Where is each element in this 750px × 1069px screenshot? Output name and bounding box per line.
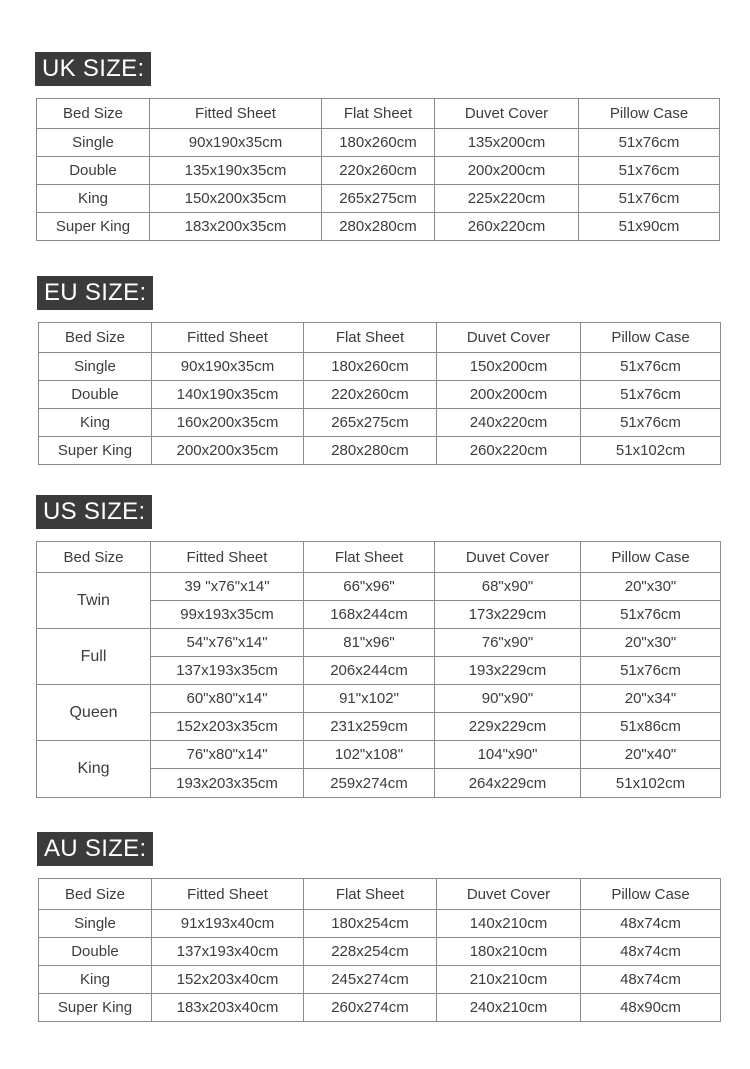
- table-row: [37, 157, 720, 185]
- table-row: [39, 966, 721, 994]
- bed-size-cell: Twin: [37, 573, 151, 629]
- header-cell: Bed Size: [37, 99, 150, 129]
- table-row: [39, 437, 721, 465]
- fitted-sheet-cm-cell: 152x203x35cm: [151, 713, 304, 741]
- fitted-sheet-cell: 90x190x35cm: [152, 353, 304, 381]
- pillow-case-inch-cell: 20"x40": [581, 741, 721, 769]
- flat-sheet-cm-cell: 231x259cm: [304, 713, 435, 741]
- uk-table-body: [37, 99, 720, 241]
- duvet-cover-cell: 240x220cm: [437, 409, 581, 437]
- pillow-case-cell: 48x74cm: [581, 938, 721, 966]
- pillow-case-cell: 51x90cm: [579, 213, 720, 241]
- flat-sheet-cell: 220x260cm: [304, 381, 437, 409]
- duvet-cover-inch-cell: 68"x90": [435, 573, 581, 601]
- pillow-case-cell: 48x74cm: [581, 910, 721, 938]
- pillow-case-cell: 48x90cm: [581, 994, 721, 1022]
- header-cell: Pillow Case: [581, 542, 721, 573]
- header-cell: Flat Sheet: [304, 879, 437, 910]
- fitted-sheet-cell: 135x190x35cm: [150, 157, 322, 185]
- header-cell: Duvet Cover: [435, 542, 581, 573]
- bed-size-cell: Single: [39, 910, 152, 938]
- duvet-cover-cm-cell: 229x229cm: [435, 713, 581, 741]
- header-row: [39, 879, 721, 910]
- bed-size-cell: Double: [39, 938, 152, 966]
- fitted-sheet-inch-cell: 54"x76"x14": [151, 629, 304, 657]
- duvet-cover-cell: 260x220cm: [435, 213, 579, 241]
- duvet-cover-cm-cell: 173x229cm: [435, 601, 581, 629]
- duvet-cover-cm-cell: 193x229cm: [435, 657, 581, 685]
- duvet-cover-inch-cell: 104"x90": [435, 741, 581, 769]
- table-row: [37, 213, 720, 241]
- flat-sheet-cell: 280x280cm: [304, 437, 437, 465]
- flat-sheet-cm-cell: 206x244cm: [304, 657, 435, 685]
- table-row: [37, 185, 720, 213]
- flat-sheet-inch-cell: 66"x96": [304, 573, 435, 601]
- bed-size-cell: Double: [37, 157, 150, 185]
- fitted-sheet-cm-cell: 193x203x35cm: [151, 769, 304, 798]
- fitted-sheet-cm-cell: 99x193x35cm: [151, 601, 304, 629]
- flat-sheet-cm-cell: 259x274cm: [304, 769, 435, 798]
- fitted-sheet-cell: 91x193x40cm: [152, 910, 304, 938]
- bed-size-cell: Super King: [37, 213, 150, 241]
- fitted-sheet-cell: 200x200x35cm: [152, 437, 304, 465]
- header-cell: Flat Sheet: [322, 99, 435, 129]
- bed-size-cell: Super King: [39, 994, 152, 1022]
- pillow-case-cell: 51x76cm: [579, 157, 720, 185]
- table-row: [37, 573, 721, 601]
- pillow-case-cell: 48x74cm: [581, 966, 721, 994]
- header-cell: Flat Sheet: [304, 542, 435, 573]
- eu-size-table: [38, 322, 721, 465]
- header-cell: Duvet Cover: [437, 879, 581, 910]
- header-cell: Flat Sheet: [304, 323, 437, 353]
- bed-size-cell: Super King: [39, 437, 152, 465]
- header-cell: Fitted Sheet: [152, 323, 304, 353]
- flat-sheet-cell: 265x275cm: [322, 185, 435, 213]
- duvet-cover-cell: 260x220cm: [437, 437, 581, 465]
- flat-sheet-cell: 260x274cm: [304, 994, 437, 1022]
- fitted-sheet-cell: 183x203x40cm: [152, 994, 304, 1022]
- duvet-cover-cell: 150x200cm: [437, 353, 581, 381]
- table-row: [39, 938, 721, 966]
- duvet-cover-cell: 210x210cm: [437, 966, 581, 994]
- header-cell: Bed Size: [39, 323, 152, 353]
- header-cell: Fitted Sheet: [150, 99, 322, 129]
- fitted-sheet-cell: 152x203x40cm: [152, 966, 304, 994]
- fitted-sheet-inch-cell: 60"x80"x14": [151, 685, 304, 713]
- bed-size-cell: King: [37, 185, 150, 213]
- flat-sheet-inch-cell: 81"x96": [304, 629, 435, 657]
- flat-sheet-cell: 180x260cm: [322, 129, 435, 157]
- table-row: [37, 741, 721, 769]
- bed-size-cell: Single: [39, 353, 152, 381]
- bed-size-cell: Double: [39, 381, 152, 409]
- header-cell: Bed Size: [37, 542, 151, 573]
- pillow-case-cm-cell: 51x76cm: [581, 601, 721, 629]
- flat-sheet-cell: 245x274cm: [304, 966, 437, 994]
- uk-size-title: UK SIZE:: [35, 52, 151, 86]
- bed-size-cell: Single: [37, 129, 150, 157]
- table-row: [37, 129, 720, 157]
- fitted-sheet-cell: 137x193x40cm: [152, 938, 304, 966]
- pillow-case-cm-cell: 51x76cm: [581, 657, 721, 685]
- flat-sheet-cm-cell: 168x244cm: [304, 601, 435, 629]
- duvet-cover-inch-cell: 90"x90": [435, 685, 581, 713]
- eu-table-body: [39, 323, 721, 465]
- header-row: [37, 542, 721, 573]
- au-size-title: AU SIZE:: [37, 832, 153, 866]
- pillow-case-cm-cell: 51x86cm: [581, 713, 721, 741]
- table-row: [39, 409, 721, 437]
- flat-sheet-cell: 280x280cm: [322, 213, 435, 241]
- flat-sheet-cell: 180x260cm: [304, 353, 437, 381]
- duvet-cover-cell: 240x210cm: [437, 994, 581, 1022]
- fitted-sheet-cell: 90x190x35cm: [150, 129, 322, 157]
- us-table-body: [37, 542, 721, 798]
- header-cell: Fitted Sheet: [152, 879, 304, 910]
- fitted-sheet-cell: 140x190x35cm: [152, 381, 304, 409]
- bed-size-cell: Full: [37, 629, 151, 685]
- header-cell: Bed Size: [39, 879, 152, 910]
- us-size-title: US SIZE:: [36, 495, 152, 529]
- pillow-case-cell: 51x102cm: [581, 437, 721, 465]
- duvet-cover-cell: 140x210cm: [437, 910, 581, 938]
- table-row: [37, 629, 721, 657]
- header-cell: Pillow Case: [581, 879, 721, 910]
- header-cell: Pillow Case: [579, 99, 720, 129]
- duvet-cover-cm-cell: 264x229cm: [435, 769, 581, 798]
- header-row: [39, 323, 721, 353]
- pillow-case-cell: 51x76cm: [579, 185, 720, 213]
- us-size-table: [36, 541, 721, 798]
- fitted-sheet-inch-cell: 39 "x76"x14": [151, 573, 304, 601]
- flat-sheet-cell: 220x260cm: [322, 157, 435, 185]
- bed-size-cell: King: [39, 409, 152, 437]
- header-cell: Duvet Cover: [437, 323, 581, 353]
- au-size-table: [38, 878, 721, 1022]
- header-cell: Fitted Sheet: [151, 542, 304, 573]
- bed-size-cell: King: [37, 741, 151, 798]
- pillow-case-inch-cell: 20"x34": [581, 685, 721, 713]
- flat-sheet-inch-cell: 91"x102": [304, 685, 435, 713]
- fitted-sheet-inch-cell: 76"x80"x14": [151, 741, 304, 769]
- pillow-case-cell: 51x76cm: [581, 409, 721, 437]
- flat-sheet-cell: 180x254cm: [304, 910, 437, 938]
- pillow-case-cell: 51x76cm: [581, 353, 721, 381]
- fitted-sheet-cell: 160x200x35cm: [152, 409, 304, 437]
- table-row: [39, 910, 721, 938]
- flat-sheet-cell: 228x254cm: [304, 938, 437, 966]
- duvet-cover-cell: 135x200cm: [435, 129, 579, 157]
- fitted-sheet-cm-cell: 137x193x35cm: [151, 657, 304, 685]
- duvet-cover-inch-cell: 76"x90": [435, 629, 581, 657]
- header-cell: Duvet Cover: [435, 99, 579, 129]
- table-row: [39, 994, 721, 1022]
- table-row: [37, 685, 721, 713]
- eu-size-title: EU SIZE:: [37, 276, 153, 310]
- uk-size-table: [36, 98, 720, 241]
- duvet-cover-cell: 180x210cm: [437, 938, 581, 966]
- fitted-sheet-cell: 150x200x35cm: [150, 185, 322, 213]
- flat-sheet-cell: 265x275cm: [304, 409, 437, 437]
- duvet-cover-cell: 225x220cm: [435, 185, 579, 213]
- pillow-case-cm-cell: 51x102cm: [581, 769, 721, 798]
- pillow-case-inch-cell: 20"x30": [581, 629, 721, 657]
- bed-size-cell: Queen: [37, 685, 151, 741]
- flat-sheet-inch-cell: 102"x108": [304, 741, 435, 769]
- header-cell: Pillow Case: [581, 323, 721, 353]
- table-row: [39, 381, 721, 409]
- header-row: [37, 99, 720, 129]
- bed-size-cell: King: [39, 966, 152, 994]
- duvet-cover-cell: 200x200cm: [435, 157, 579, 185]
- pillow-case-inch-cell: 20"x30": [581, 573, 721, 601]
- fitted-sheet-cell: 183x200x35cm: [150, 213, 322, 241]
- au-table-body: [39, 879, 721, 1022]
- pillow-case-cell: 51x76cm: [581, 381, 721, 409]
- duvet-cover-cell: 200x200cm: [437, 381, 581, 409]
- table-row: [39, 353, 721, 381]
- pillow-case-cell: 51x76cm: [579, 129, 720, 157]
